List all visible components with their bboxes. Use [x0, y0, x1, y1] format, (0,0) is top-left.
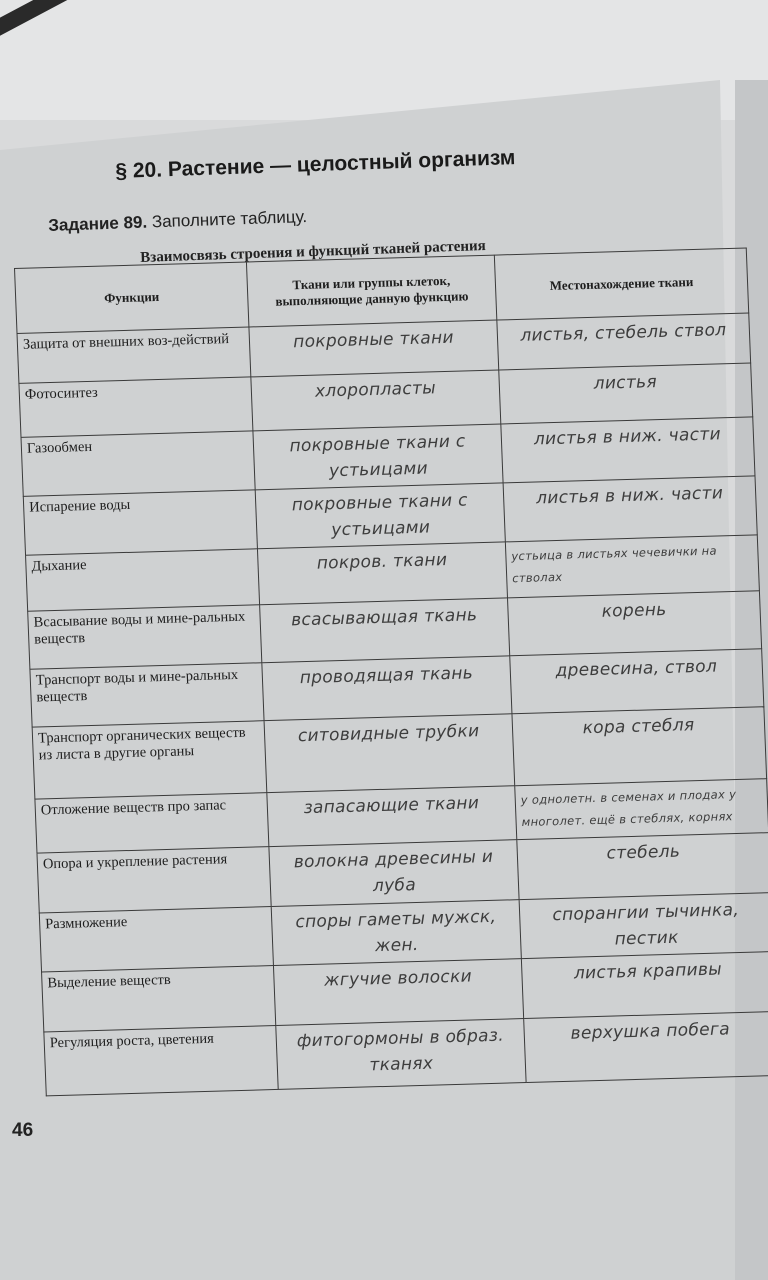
tissue-answer[interactable]: фитогормоны в образ. тканях [276, 1019, 526, 1090]
location-answer[interactable]: листья крапивы [521, 952, 768, 1019]
location-answer[interactable]: корень [507, 591, 761, 656]
location-answer[interactable]: у однолетн. в семенах и плодах у многолет. ещё в стеблях, корнях [515, 779, 768, 840]
tissue-answer[interactable]: всасывающая ткань [260, 598, 510, 663]
location-answer[interactable]: листья, стебель ствол [497, 313, 751, 370]
page-number: 46 [12, 1120, 34, 1141]
location-answer[interactable]: спорангии тычинка, пестик [519, 893, 768, 959]
header-functions: Функции [15, 262, 249, 333]
function-cell: Испарение воды [23, 490, 257, 555]
function-cell: Всасывание воды и мине-ральных веществ [28, 605, 262, 669]
tissue-table [14, 248, 768, 1097]
location-answer[interactable]: листья в ниж. части [501, 417, 755, 483]
tissue-answer[interactable]: покровные ткани с устьицами [255, 483, 505, 549]
tissue-answer[interactable]: споры гаметы мужск, жен. [271, 900, 521, 966]
function-cell: Размножение [39, 907, 273, 972]
tissue-answer[interactable]: хлоропласты [251, 370, 501, 431]
tissue-answer[interactable]: покровные ткани с устьицами [253, 424, 503, 490]
table-title: Взаимосвязь строения и функций тканей растения [140, 237, 487, 266]
header-location: Местонахождение ткани [494, 248, 748, 320]
location-answer[interactable]: стебель [517, 833, 768, 900]
tissue-answer[interactable]: жгучие волоски [273, 959, 523, 1026]
function-cell: Регуляция роста, цветения [44, 1025, 278, 1095]
location-answer[interactable]: кора стебля [512, 707, 767, 786]
function-cell: Газообмен [21, 431, 255, 496]
location-answer[interactable]: устьица в листьях чечевички на стволах [505, 535, 759, 598]
function-cell: Дыхание [26, 549, 260, 611]
location-answer[interactable]: листья [499, 363, 753, 424]
tissue-answer[interactable]: проводящая ткань [262, 656, 512, 721]
location-answer[interactable]: листья в ниж. части [503, 476, 757, 542]
function-cell: Опора и укрепление растения [37, 847, 271, 913]
tissue-answer[interactable]: покров. ткани [257, 542, 507, 605]
location-answer[interactable]: верхушка побега [524, 1012, 768, 1083]
tissue-answer[interactable]: запасающие ткани [267, 786, 517, 847]
function-cell: Выделение веществ [42, 966, 276, 1032]
task-label: Задание 89. [48, 212, 148, 235]
function-cell: Защита от внешних воз-действий [17, 327, 251, 383]
function-cell: Отложение веществ про запас [35, 793, 269, 853]
task-instruction: Заполните таблицу. [151, 206, 308, 232]
function-cell: Транспорт органических веществ из листа в другие органы [32, 721, 267, 799]
tissue-answer[interactable]: ситовидные трубки [264, 714, 515, 793]
tissue-answer[interactable]: волокна древесины и луба [269, 840, 519, 907]
function-cell: Фотосинтез [19, 377, 253, 437]
function-cell: Транспорт воды и мине-ральных веществ [30, 663, 264, 727]
location-answer[interactable]: древесина, ствол [510, 649, 764, 714]
section-heading: § 20. Растение — целостный организм [115, 146, 516, 183]
table-container [14, 248, 768, 1097]
tissue-answer[interactable]: покровные ткани [249, 320, 499, 377]
header-tissues: Ткани или группы клеток, выполняющие данную функцию [246, 255, 496, 327]
